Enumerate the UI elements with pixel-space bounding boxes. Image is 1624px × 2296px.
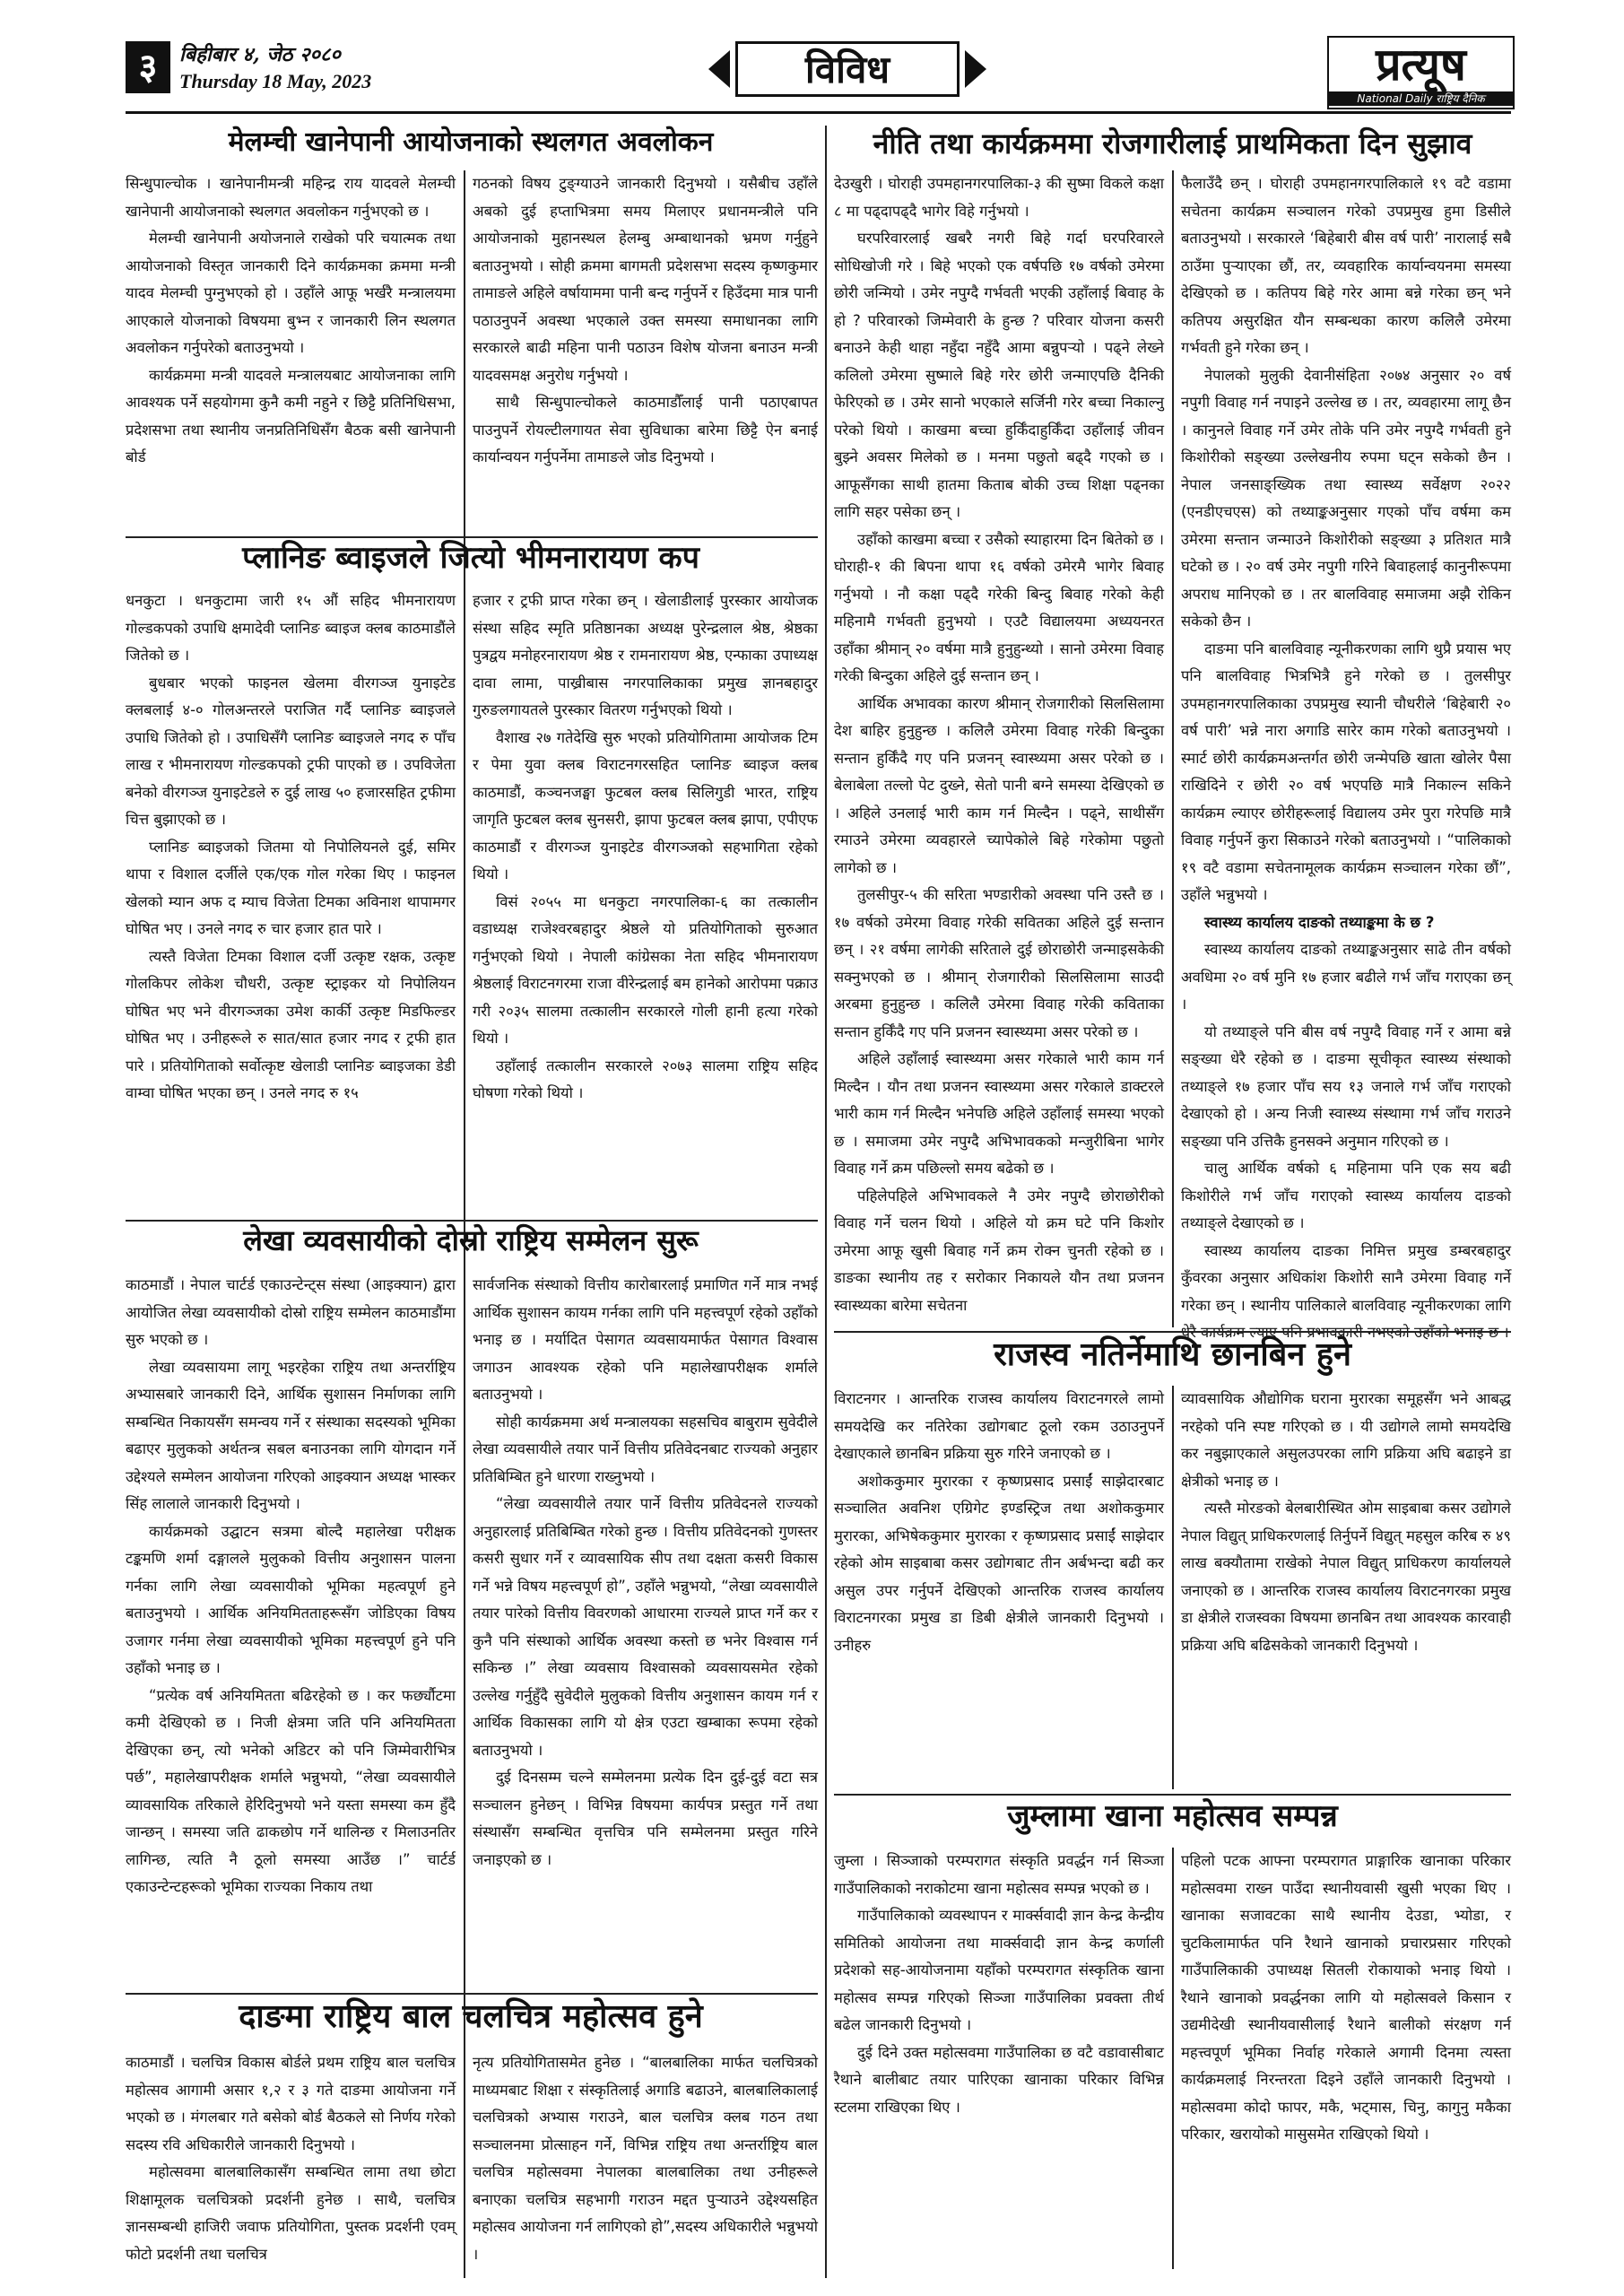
rajaswa-column-divider <box>1172 1386 1174 1789</box>
paragraph: विराटनगर । आन्तरिक राजस्व कार्यालय विराटनगरले लामो समयदेखि कर नतिरेका उद्योगबाट ठूलो रकम उठाउनुपर्ने देखाएकाले छानबिन प्रक्रिया सुरु गरिने जनाएको छ । <box>834 1390 1164 1462</box>
paragraph: उहाँको काखमा बच्चा र उसैको स्याहारमा दिन बितेको छ । घोराही-१ की बिपना थापा १६ वर्षको उमेरमै भागेर बिवाह गर्नुभयो । नौ कक्षा पढ्दै गरेकी बिन्दु बिवाह गरेको केही महिनामै गर्भवती हुनुभयो । एउटै विद्यालयमा अध्ययनरत उहाँका श्रीमान् २० वर्षमा मात्रै हुनुहुन्थ्यो । सानो उमेरमा विवाह गरेकी बिन्दुका अहिले दुई सन्तान छन् । <box>834 530 1164 684</box>
paragraph: चालु आर्थिक वर्षको ६ महिनामा पनि एक सय बढी किशोरीले गर्भ जाँच गराएको स्वास्थ्य कार्यालय दाङको तथ्याङ्ले देखाएको छ । <box>1181 1160 1511 1231</box>
section-banner <box>708 41 986 97</box>
planning-col1 <box>126 587 456 1215</box>
paragraph: लेखा व्यवसायमा लागू भइरहेका राष्ट्रिय तथा अन्तर्राष्ट्रिय अभ्यासबारे जानकारी दिने, आर्थिक सुशासन निर्माणका लागि सम्बन्धित निकायसँग समन्वय गर्ने र संस्थाका सदस्यको भूमिका बढाएर मुलुकको अर्थतन्त्र सबल बनाउनका लागि योगदान गर्ने उद्देश्यले सम्मेलन आयोजना गरिएको आइक्यान अध्यक्ष भास्कर सिंह लालाले जानकारी दिनुभयो । <box>126 1358 456 1512</box>
paragraph: दुई दिने उक्त महोत्सवमा गाउँपालिका छ वटै वडावासीबाट रैथाने बालीबाट तयार पारिएका खानाका परिकार विभिन्न स्टलमा राखिएका थिए । <box>834 2043 1164 2116</box>
melamchi-col2 <box>473 170 818 529</box>
page-number: ३ <box>126 41 170 93</box>
planning-col2 <box>473 587 818 1215</box>
paragraph: काठमाडौं । चलचित्र विकास बोर्डले प्रथम राष्ट्रिय बाल चलचित्र महोत्सव आगामी असार १,२ र ३ गते दाङमा आयोजना गर्ने भएको छ । मंगलबार गते बसेको बोर्ड बैठकले सो निर्णय गरेको सदस्य रवि अधिकारीले जानकारी दिनुभयो । <box>126 2054 456 2153</box>
paragraph: आर्थिक अभावका कारण श्रीमान् रोजगारीको सिलसिलामा देश बाहिर हुनुहुन्छ । कलिलै उमेरमा विवाह गरेकी बिन्दुका सन्तान हुर्किँदै गए पनि प्रजनन् स्वास्थ्यमा असर परेको छ । बेलाबेला तल्लो पेट दुख्ने, सेतो पानी बग्ने समस्या देखिएको छ । अहिले उनलाई भारी काम गर्न मिल्दैन । पढ्ने, साथीसँग रमाउने उमेरमा व्यवहारले च्यापेकोले बिहे गरेकोमा पछुतो लागेको छ । <box>834 694 1164 876</box>
paragraph: जुम्ला । सिञ्जाको परम्परागत संस्कृति प्रवर्द्धन गर्न सिञ्जा गाउँपालिकाको नराकोटमा खाना महोत्सव सम्पन्न भएको छ । <box>834 1852 1164 1897</box>
divider-dang <box>126 1993 818 1995</box>
issue-date <box>179 41 371 95</box>
paragraph: “लेखा व्यवसायीले तयार पार्ने वित्तीय प्रतिवेदनले राज्यको अनुहारलाई प्रतिबिम्बित गरेको हुन्छ । वित्तीय प्रतिवेदनको गुणस्तर कसरी सुधार गर्ने र व्यावसायिक सीप तथा दक्षता कसरी विकास गर्ने भन्ने विषय महत्त्वपूर्ण हो”, उहाँले भन्नुभयो, “लेखा व्यवसायीले तयार पारेको वित्तीय विवरणको आधारमा राज्यले प्राप्त गर्ने कर र कुनै पनि संस्थाको आर्थिक अवस्था कस्तो छ भनेर विश्वास गर्न सकिन्छ ।” लेखा व्यवसाय विश्वासको व्यवसायसमेत रहेको उल्लेख गर्नुहुँदै सुवेदीले मुलुकको वित्तीय अनुशासन कायम गर्न र आर्थिक विकासका लागि यो क्षेत्र एउटा खम्बाका रूपमा रहेको बताउनुभयो । <box>473 1495 818 1759</box>
paragraph: अहिले उहाँलाई स्वास्थ्यमा असर गरेकाले भारी काम गर्न मिल्दैन । यौन तथा प्रजनन स्वास्थ्यमा असर गरेकाले डाक्टरले भारी काम गर्न मिल्दैन भनेपछि अहिले उहाँलाई समस्या भएको छ । समाजमा उमेर नपुग्दै अभिभावकको मन्जुरीबिना भागेर विवाह गर्ने क्रम पछिल्लो समय बढेको छ । <box>834 1050 1164 1177</box>
paragraph: सोही कार्यक्रममा अर्थ मन्त्रालयका सहसचिव बाबुराम सुवेदीले लेखा व्यवसायीले तयार पार्ने वित्तीय प्रतिवेदनबाट राज्यको अनुहार प्रतिबिम्बित हुने धारणा राख्नुभयो । <box>473 1413 818 1485</box>
paragraph: सार्वजनिक संस्थाको वित्तीय कारोबारलाई प्रमाणित गर्ने मात्र नभई आर्थिक सुशासन कायम गर्नका लागि पनि महत्त्वपूर्ण रहेको उहाँको भनाइ छ । मर्यादित पेसागत व्यवसायमार्फत पेसागत विश्वास जगाउन आवश्यक रहेको पनि महालेखापरीक्षक शर्माले बताउनुभयो । <box>473 1276 818 1403</box>
jumla-col1 <box>834 1848 1164 2269</box>
lekha-col1 <box>126 1272 456 1989</box>
center-divider <box>825 126 827 2278</box>
logo-tagline: National Daily राष्ट्रिय दैनिक <box>1329 91 1513 106</box>
paragraph: व्यावसायिक औद्योगिक घराना मुरारका समूहसँग भने आबद्ध नरहेको पनि स्पष्ट गरिएको छ । यी उद्योगले लामो समयदेखि कर नबुझाएकाले असुलउपरका लागि प्रक्रिया अघि बढाइने डा क्षेत्रीको भनाइ छ । <box>1181 1390 1511 1490</box>
paragraph: त्यस्तै मोरङको बेलबारीस्थित ओम साइबाबा कसर उद्योगले नेपाल विद्युत् प्राधिकरणलाई तिर्नुपर्ने विद्युत् महसुल करिब रु ४९ लाख बक्यौतामा राखेको नेपाल विद्युत् प्राधिकरण कार्यालयले जनाएको छ । आन्तरिक राजस्व कार्यालय विराटनगरका प्रमुख डा क्षेत्रीले राजस्वका विषयमा छानबिन तथा आवश्यक कारवाही प्रक्रिया अघि बढिसकेको जानकारी दिनुभयो । <box>1181 1500 1511 1654</box>
paragraph: स्वास्थ्य कार्यालय दाङको तथ्याङ्कअनुसार साढे तीन वर्षको अवधिमा २० वर्ष मुनि १७ हजार बढीले गर्भ जाँच गराएका छन् । <box>1181 941 1511 1013</box>
paragraph: बुधबार भएको फाइनल खेलमा वीरगञ्ज युनाइटेड क्लबलाई ४-० गोलअन्तरले पराजित गर्दै प्लानिङ ब्वाइजले उपाधि जितेको हो । उपाधिसँगै प्लानिङ ब्वाइजले नगद रु पाँच लाख र भीमनारायण गोल्डकपको ट्रफी पाएको छ । उपविजेता बनेको वीरगञ्ज युनाइटेडले रु दुई लाख ५० हजारसहित ट्रफीमा चित्त बुझाएको छ । <box>126 674 456 828</box>
paragraph: नृत्य प्रतियोगितासमेत हुनेछ । “बालबालिका मार्फत चलचित्रको माध्यमबाट शिक्षा र संस्कृतिलाई अगाडि बढाउने, बालबालिकालाई चलचित्रको अभ्यास गराउने, बाल चलचित्र क्लब गठन तथा सञ्चालनमा प्रोत्साहन गर्ने, विभिन्न राष्ट्रिय तथा अन्तर्राष्ट्रिय बाल चलचित्र महोत्सवमा नेपालका बालबालिका तथा उनीहरूले बनाएका चलचित्र सहभागी गराउन मद्दत पुऱ्याउने उद्देश्यसहित महोत्सव आयोजना गर्न लागिएको हो”,सदस्य अधिकारीले भन्नुभयो । <box>473 2054 818 2263</box>
newspaper-logo <box>1327 36 1515 109</box>
headline-planning: प्लानिङ ब्वाइजले जित्यो भीमनारायण कप <box>242 540 699 576</box>
paragraph: नेपालको मुलुकी देवानीसंहिता २०७४ अनुसार २० वर्ष नपुगी विवाह गर्न नपाइने उल्लेख छ । तर, व्यवहारमा लागू छैन । कानुनले विवाह गर्ने उमेर तोके पनि उमेर नपुग्दै गर्भवती हुने किशोरीको सङ्ख्या उल्लेखनीय रुपमा घट्न सकेको छैन । नेपाल जनसाङ्ख्यिक तथा स्वास्थ्य सर्वेक्षण २०२२ (एनडीएचएस) को तथ्याङ्कअनुसार गएको पाँच वर्षमा कम उमेरमा सन्तान जन्माउने किशोरीको सङ्ख्या ३ प्रतिशत मात्रै घटेको छ । २० वर्ष उमेर नपुगी गरिने बिवाहलाई कानुनीरूपमा अपराध मानिएको छ । तर बालविवाह समाजमा अझै रोकिन सकेको छैन । <box>1181 366 1511 630</box>
paragraph: दाङमा पनि बालविवाह न्यूनीकरणका लागि थुप्रै प्रयास भए पनि बालविवाह भित्रभित्रै हुने गरेको छ । तुलसीपुर उपमहानगरपालिकाका उपप्रमुख स्यानी चौधरीले ‘बिहेबारी २० वर्ष पारी’ भन्ने नारा अगाडि सारेर काम गरेको बताउनुभयो । स्मार्ट छोरी कार्यक्रमअन्तर्गत छोरी जन्मेपछि खाता खोलेर पैसा राखिदिने र छोरी २० वर्ष भएपछि मात्रै निकाल्न सकिने कार्यक्रम ल्याएर छोरीहरूलाई विद्यालय उमेर पुरा गरेपछि मात्रै विवाह गर्नुपर्ने कुरा सिकाउने गरेको बताउनुभयो । “पालिकाको १९ वटै वडामा सचेतनामूलक कार्यक्रम सञ्चालन गरेका छौं”, उहाँले भन्नुभयो । <box>1181 639 1511 903</box>
paragraph: घरपरिवारलाई खबरै नगरी बिहे गर्दा घरपरिवारले सोधिखोजी गरे । बिहे भएको एक वर्षपछि १७ वर्षको उमेरमा छोरी जन्मियो । उमेर नपुग्दै गर्भवती भएकी उहाँलाई बिवाह के हो ? परिवारको जिम्मेवारी के हुन्छ ? परिवार योजना कसरी बनाउने केही थाहा नहुँदा नहुँदै आमा बन्नुपर्‍यो । पढ्ने लेख्ने कलिलो उमेरमा सुष्माले बिहे गरेर छोरी जन्माएपछि दैनिकी फेरिएको छ । उमेर सानो भएकाले सर्जिनी गरेर बच्चा निकाल्नु परेको थियो । काखमा बच्चा हुर्किँदाहुर्किँदा उहाँलाई जीवन बुझ्ने अवसर मिलेको छ । मनमा पछुतो बढ्दै गएको छ । आफूसँगका साथी हातमा किताब बोकी उच्च शिक्षा पढ्नका लागि सहर पसेका छन् । <box>834 230 1164 520</box>
jumla-column-divider <box>1172 1848 1174 2269</box>
date-nepali: बिहीबार ४, जेठ २०८० <box>179 43 341 66</box>
paragraph: कार्यक्रमको उद्घाटन सत्रमा बोल्दै महालेखा परीक्षक टङ्कमणि शर्मा दङ्गालले मुलुकको वित्तीय अनुशासन पालना गर्नका लागि लेखा व्यवसायीको भूमिका महत्वपूर्ण हुने बताउनुभयो । आर्थिक अनियमितताहरूसँग जोडिएका विषय उजागर गर्नमा लेखा व्यवसायीको भूमिका महत्त्वपूर्ण हुने पनि उहाँको भनाइ छ । <box>126 1522 456 1676</box>
dang-col2 <box>473 2049 818 2269</box>
paragraph: धनकुटा । धनकुटामा जारी १५ औं सहिद भीमनारायण गोल्डकपको उपाधि क्षमादेवी प्लानिङ ब्वाइज क्लब काठमाडौंले जितेको छ । <box>126 592 456 664</box>
logo-wordmark: प्रत्यूष <box>1376 38 1466 91</box>
paragraph: यो तथ्याङ्ले पनि बीस वर्ष नपुग्दै विवाह गर्ने र आमा बन्ने सङ्ख्या धेरै रहेको छ । दाङमा सूचीकृत स्वास्थ्य संस्थाको तथ्याङ्ले १७ हजार पाँच सय १३ जनाले गर्भ जाँच गराएको देखाएको हो । अन्य निजी स्वास्थ्य संस्थामा गर्भ जाँच गराउने सङ्ख्या पनि उत्तिकै हुनसक्ने अनुमान गरिएको छ । <box>1181 1022 1511 1150</box>
paragraph: गाउँपालिकाको व्यवस्थापन र मार्क्सवादी ज्ञान केन्द्र केन्द्रीय समितिको आयोजना तथा मार्क्सवादी ज्ञान केन्द्र कर्णाली प्रदेशको सह-आयोजनामा यहाँको परम्परागत संस्कृतिक खाना महोत्सव सम्पन्न गरिएको सिञ्जा गाउँपालिका प्रवक्ता तीर्थ बढेल जानकारी दिनुभयो । <box>834 1907 1164 2033</box>
paragraph: साथै सिन्धुपाल्चोकले काठमाडौँलाई पानी पठाएबापत पाउनुपर्ने रोयल्टीलगायत सेवा सुविधाका बारेमा छिट्टै ऐन बनाई कार्यान्वयन गर्नुपर्नेमा तामाङले जोड दिनुभयो । <box>473 394 818 465</box>
paragraph: फैलाउँदै छन् । घोराही उपमहानगरपालिकाले १९ वटै वडामा सचेतना कार्यक्रम सञ्चालन गरेको उपप्रमुख हुमा डिसीले बताउनुभयो । सरकारले ‘बिहेबारी बीस वर्ष पारी’ नारालाई सबै ठाउँमा पुऱ्याएका छौं, तर, व्यवहारिक कार्यान्वयनमा समस्या देखिएको छ । कतिपय बिहे गरेर आमा बन्ने गरेका छन् भने कतिपय असुरक्षित यौन सम्बन्धका कारण कलिलै उमेरमा गर्भवती हुने गरेका छन् । <box>1181 175 1511 356</box>
paragraph: सिन्धुपाल्चोक । खानेपानीमन्त्री महिन्द्र राय यादवले मेलम्ची खानेपानी आयोजनाको स्थलगत अवलोकन गर्नुभएको छ । <box>126 175 456 220</box>
right-column-divider <box>1172 170 1174 1327</box>
paragraph: तुलसीपुर-५ की सरिता भण्डारीको अवस्था पनि उस्तै छ । १७ वर्षको उमेरमा विवाह गरेकी सवितका अहिले दुई सन्तान छन् । २१ वर्षमा लागेकी सरिताले दुई छोराछोरी जन्माइसकेकी सक्नुभएको छ । श्रीमान् रोजगारीको सिलसिलामा साउदी अरबमा हुनुहुन्छ । कलिलै उमेरमा विवाह गरेकी कविताका सन्तान हुर्किँदै गए पनि प्रजनन स्वास्थ्यमा असर परेको छ । <box>834 886 1164 1040</box>
rajaswa-col1 <box>834 1386 1164 1789</box>
paragraph: महोत्सवमा बालबालिकासँग सम्बन्धित लामा तथा छोटा शिक्षामूलक चलचित्रको प्रदर्शनी हुनेछ । साथै, चलचित्र ज्ञानसम्बन्धी हाजिरी जवाफ प्रतियोगिता, पुस्तक प्रदर्शनी एवम् फोटो प्रदर्शनी तथा चलचित्र <box>126 2163 456 2263</box>
paragraph: प्लानिङ ब्वाइजको जितमा यो निपोलियनले दुई, समिर थापा र विशाल दर्जीले एक/एक गोल गरेका थिए । फाइनल खेलको म्यान अफ द म्याच विजेता टिमका अविनाश थापामगर घोषित भए । उनले नगद रु चार हजार हात पारे । <box>126 838 456 937</box>
masthead-rule <box>126 111 1511 114</box>
paragraph: पहिलो पटक आफ्ना परम्परागत प्राङ्गारिक खानाका परिकार महोत्सवमा राख्न पाउँदा स्थानीयवासी खुसी भएका थिए । खानाका सजावटका साथै स्थानीय देउडा, भ्योडा, र चुटकिलामार्फत पनि रैथाने खानाको प्रचारप्रसार गरिएको गाउँपालिकाकी उपाध्यक्ष सितली रोकायाको भनाइ थियो । रैथाने खानाको प्रवर्द्धनका लागि यो महोत्सवले किसान र उद्यमीदेखी स्थानीयवासीलाई रैथाने बालीको संरक्षण गर्न महत्त्वपूर्ण भूमिका निर्वाह गरेकाले अगामी दिनमा त्यस्ता कार्यक्रमलाई निरन्तरता दिइने उहाँले जानकारी दिनुभयो । महोत्सवमा कोदो फापर, मकै, भट्मास, चिनु, कागुनु मकैका परिकार, खरायोको मासुसमेत राखिएको थियो । <box>1181 1852 1511 2143</box>
paragraph: स्वास्थ्य कार्यालय दाङको तथ्याङ्कमा के छ ? <box>1204 913 1435 931</box>
paragraph: देउखुरी । घोराही उपमहानगरपालिका-३ की सुष्मा विकले कक्षा ८ मा पढ्दापढ्दै भागेर विहे गर्नुभयो । <box>834 175 1164 220</box>
niti-col1 <box>834 170 1164 1327</box>
headline-dang: दाङमा राष्ट्रिय बाल चलचित्र महोत्सव हुने <box>239 1998 703 2035</box>
paragraph: पहिलेपहिले अभिभावकले नै उमेर नपुग्दै छोराछोरीको विवाह गर्ने चलन थियो । अहिले यो क्रम घटे पनि किशोर उमेरमा आफू खुसी बिवाह गर्ने क्रम रोक्न चुनती रहेको छ । डाङका स्थानीय तह र सरोकार निकायले यौन तथा प्रजनन स्वास्थ्यका बारेमा सचेतना <box>834 1187 1164 1314</box>
lekha-col2 <box>473 1272 818 1989</box>
paragraph: कार्यक्रममा मन्त्री यादवले मन्त्रालयबाट आयोजनाका लागि आवश्यक पर्ने सहयोगमा कुनै कमी नहुने र छिट्टै प्रतिनिधिसभा, प्रदेशसभा तथा स्थानीय जनप्रतिनिधिसँग बैठक बसी खानेपानी बोर्ड <box>126 366 456 465</box>
headline-lekha: लेखा व्यवसायीको दोस्रो राष्ट्रिय सम्मेलन सुरू <box>243 1223 699 1257</box>
headline-niti: नीति तथा कार्यक्रममा रोजगारीलाई प्राथमिकता दिन सुझाव <box>873 126 1472 161</box>
left-arrow-icon <box>708 50 730 88</box>
headline-rajaswa: राजस्व नतिर्नेमाथि छानबिन हुने <box>994 1336 1351 1373</box>
paragraph: “प्रत्येक वर्ष अनियमितता बढिरहेको छ । कर फर्छ्यौटमा कमी देखिएको छ । निजी क्षेत्रमा जति पनि अनियमितता देखिएका छन्, त्यो भनेको अडिटर को पनि जिम्मेवारीभित्र पर्छ”, महालेखापरीक्षक शर्माले भन्नुभयो, “लेखा व्यवसायीले व्यावसायिक तरिकाले हेरिदिनुभयो भने यस्ता समस्या कम हुँदै जान्छन् । समस्या जति ढाकछोप गर्ने थालिन्छ र मिलाउनतिर लागिन्छ, त्यति नै ठूलो समस्या आउँछ ।” चार्टर्ड एकाउन्टेन्टहरूको भूमिका राज्यका निकाय तथा <box>126 1686 456 1895</box>
section-title: विविध <box>735 41 960 97</box>
paragraph: स्वास्थ्य कार्यालय दाङका निमित्त प्रमुख डम्बरबहादुर कुँवरका अनुसार अधिकांश किशोरी सानै उमेरमा विवाह गर्ने गरेका छन् । स्थानीय पालिकाले बालविवाह न्यूनीकरणका लागि <box>1181 1241 1511 1314</box>
date-english: Thursday 18 May, 2023 <box>179 70 372 92</box>
paragraph: अशोककुमार मुरारका र कृष्णप्रसाद प्रसाईं साझेदारबाट सञ्चालित अवनिश एग्रिगेट इण्डस्ट्रिज तथा अशोककुमार मुरारका, अभिषेककुमार मुरारका र कृष्णप्रसाद प्रसाईं साझेदार रहेको ओम साइबाबा कसर उद्योगबाट तीन अर्बभन्दा बढी कर असुल उपर गर्नुपर्ने देखिएको आन्तरिक राजस्व कार्यालय विराटनगरका प्रमुख डा डिबी क्षेत्रीले जानकारी दिनुभयो । उनीहरु <box>834 1472 1164 1654</box>
paragraph: दुई दिनसम्म चल्ने सम्मेलनमा प्रत्येक दिन दुई-दुई वटा सत्र सञ्चालन हुनेछन् । विभिन्न विषयमा कार्यपत्र प्रस्तुत गर्ने तथा संस्थासँग सम्बन्धित वृत्तचित्र पनि सम्मेलनमा प्रस्तुत गरिने जनाइएको छ । <box>473 1769 818 1868</box>
divider-planning <box>126 536 818 538</box>
dang-col1 <box>126 2049 456 2269</box>
headline-jumla: जुम्लामा खाना महोत्सव सम्पन्न <box>1007 1798 1338 1834</box>
niti-col2 <box>1181 170 1511 1327</box>
paragraph: काठमाडौं । नेपाल चार्टर्ड एकाउन्टेन्ट्स संस्था (आइक्यान) द्वारा आयोजित लेखा व्यवसायीको दोस्रो राष्ट्रिय सम्मेलन काठमाडौंमा सुरु भएको छ । <box>126 1276 456 1348</box>
headline-melamchi: मेलम्ची खानेपानी आयोजनाको स्थलगत अवलोकन <box>228 126 714 158</box>
paragraph: गठनको विषय टुङ्ग्याउने जानकारी दिनुभयो । यसैबीच उहाँले अबको दुई हप्ताभित्रमा समय मिलाएर प्रधानमन्त्रीले पनि आयोजनाको मुहानस्थल हेलम्बु अम्बाथानको भ्रमण गर्नुहुने बताउनुभयो । सोही क्रममा बागमती प्रदेशसभा सदस्य कृष्णकुमार तामाङले अहिले वर्षायाममा पानी बन्द गर्नुपर्ने र हिउँदमा मात्र पानी पठाउनुपर्ने अवस्था भएकाले उक्त समस्या समाधानका लागि सरकारले बाढी महिना पानी पठाउन विशेष योजना बनाउन मन्त्री यादवसमक्ष अनुरोध गर्नुभयो । <box>473 175 818 384</box>
divider-jumla <box>834 1794 1511 1796</box>
paragraph: त्यस्तै विजेता टिमका विशाल दर्जी उत्कृष्ट रक्षक, उत्कृष्ट गोलकिपर लोकेश चौधरी, उत्कृष्ट स्ट्राइकर यो निपोलियन घोषित भए भने वीरगञ्जका उमेश कार्की उत्कृष्ट मिडफिल्डर घोषित भए । उनीहरूले रु सात/सात हजार नगद र ट्रफी हात पारे । प्रतियोगिताको सर्वोत्कृष्ट खेलाडी प्लानिङ ब्वाइजका डेडी वाम्वा घोषित भएका छन् । उनले नगद रु १५ <box>126 947 456 1101</box>
paragraph: उहाँलाई तत्कालीन सरकारले २०७३ सालमा राष्ट्रिय सहिद घोषणा गरेको थियो । <box>473 1057 818 1101</box>
jumla-col2 <box>1181 1848 1511 2269</box>
paragraph: हजार र ट्रफी प्राप्त गरेका छन् । खेलाडीलाई पुरस्कार आयोजक संस्था सहिद स्मृति प्रतिष्ठानका अध्यक्ष पुरेन्द्रलाल श्रेष्ठ, श्रेष्ठका पुत्रद्वय मनोहरनारायण श्रेष्ठ र रामनारायण श्रेष्ठ, एन्फाका उपाध्यक्ष दावा लामा, पाख्रीबास नगरपालिकाका प्रमुख ज्ञानबहादुर गुरुङलगायतले पुरस्कार वितरण गर्नुभएको थियो । <box>473 592 818 718</box>
paragraph: वैशाख २७ गतेदेखि सुरु भएको प्रतियोगितामा आयोजक टिम र पेमा युवा क्लब विराटनगरसहित प्लानिङ ब्वाइज क्लब काठमाडौं, कञ्चनजङ्घा फुटबल क्लब सिलिगुडी भारत, राष्ट्रिय जागृति फुटबल क्लब सुनसरी, झापा फुटबल क्लब झापा, एपीएफ काठमाडौं र वीरगञ्ज युनाइटेड वीरगञ्जको सहभागिता रहेको थियो । <box>473 728 818 883</box>
melamchi-col1 <box>126 170 456 529</box>
right-arrow-icon <box>965 50 986 88</box>
paragraph: मेलम्ची खानेपानी अयोजनाले राखेको परि चयात्मक तथा आयोजनाको विस्तृत जानकारी दिने कार्यक्रमका क्रममा मन्त्री यादव मेलम्ची पुग्नुभएको हो । उहाँले आफू भर्खरै मन्त्रालयमा आएकाले योजनाको विषयमा बुभ्न र जानकारी लिन स्थलगत अवलोकन गर्नुपरेको बताउनुभयो । <box>126 230 456 356</box>
paragraph: विसं २०५५ मा धनकुटा नगरपालिका-६ का तत्कालीन वडाध्यक्ष राजेश्वरबहादुर श्रेष्ठले यो प्रतियोगिताको सुरुआत गर्नुभएको थियो । नेपाली कांग्रेसका नेता सहिद भीमनारायण श्रेष्ठलाई विराटनगरमा राजा वीरेन्द्रलाई बम हानेको आरोपमा पक्राउ गरी २०३५ सालमा तत्कालीन सरकारले गोली हानी हत्या गरेको थियो । <box>473 892 818 1047</box>
divider-rajaswa <box>834 1331 1511 1333</box>
divider-lekha <box>126 1220 818 1222</box>
rajaswa-col2 <box>1181 1386 1511 1789</box>
